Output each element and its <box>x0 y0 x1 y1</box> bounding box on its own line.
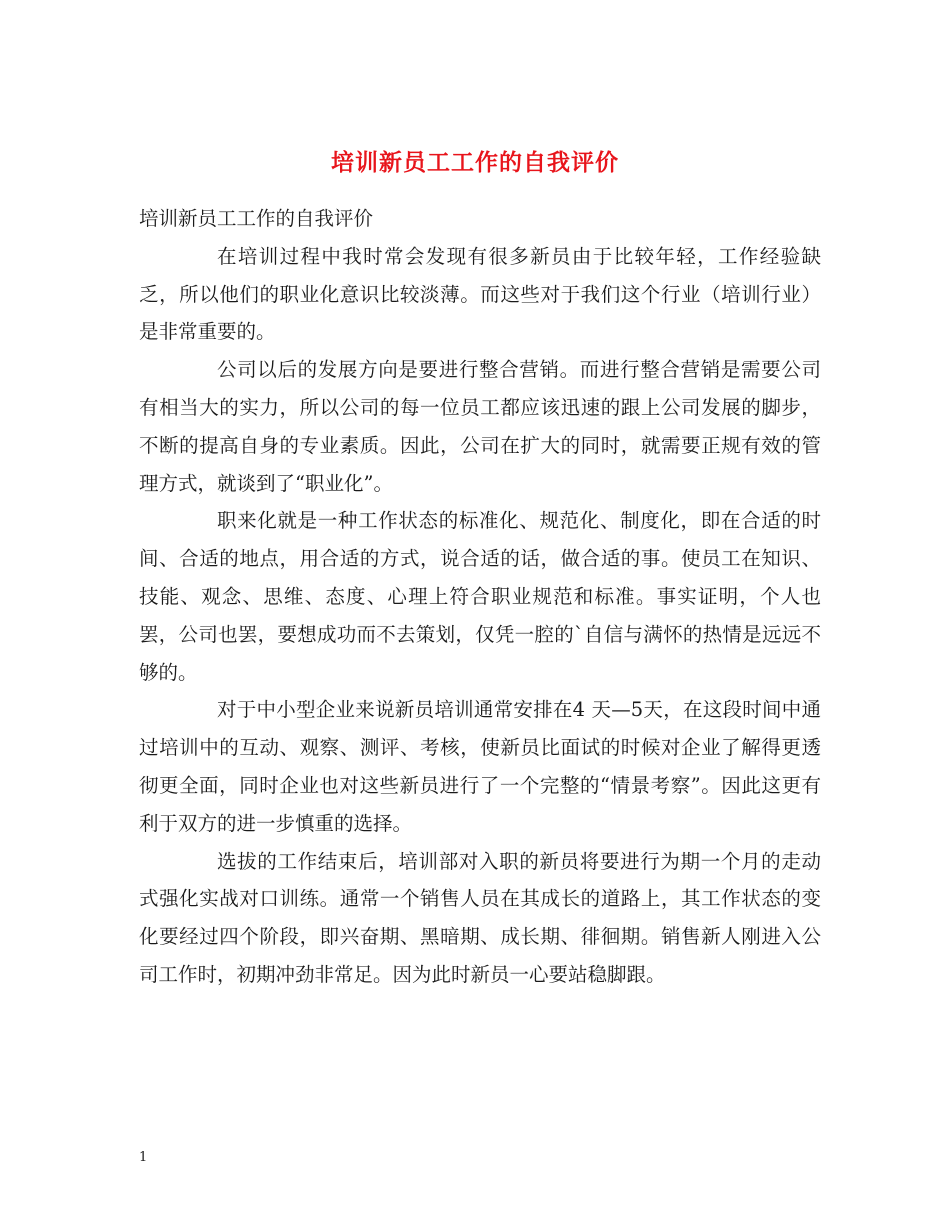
paragraph: 职来化就是一种工作状态的标准化、规范化、制度化，即在合适的时间、合适的地点，用合适的方式，说合适的话，做合适的事。使员工在知识、技能、观念、思维、态度、心理上符合职业规范和标准。事实证明，个人也罢，公司也罢，要想成功而不去策划，仅凭一腔的`自信与满怀的热情是远远不够的。 <box>139 509 821 684</box>
document-body <box>139 200 821 994</box>
paragraph: 在培训过程中我时常会发现有很多新员由于比较年轻，工作经验缺乏，所以他们的职业化意识比较淡薄。而这些对于我们这个行业（培训行业）是非常重要的。 <box>139 244 821 344</box>
paragraph: 对于中小型企业来说新员培训通常安排在4 天—5天，在这段时间中通过培训中的互动、观察、测评、考核，使新员比面试的时候对企业了解得更透彻更全面，同时企业也对这些新员进行了一个完整的“情景考察”。因此这更有利于双方的进一步慎重的选择。 <box>139 698 821 835</box>
document-title: 培训新员工工作的自我评价 <box>331 149 619 177</box>
document-subtitle: 培训新员工工作的自我评价 <box>139 207 374 230</box>
paragraph: 选拔的工作结束后，培训部对入职的新员将要进行为期一个月的走动式强化实战对口训练。通常一个销售人员在其成长的道路上，其工作状态的变化要经过四个阶段，即兴奋期、黑暗期、成长期、徘徊期。销售新人刚进入公司工作时，初期冲劲非常足。因为此时新员一心要站稳脚跟。 <box>139 849 821 986</box>
paragraph: 公司以后的发展方向是要进行整合营销。而进行整合营销是需要公司有相当大的实力，所以公司的每一位员工都应该迅速的跟上公司发展的脚步，不断的提高自身的专业素质。因此，公司在扩大的同时，就需要正规有效的管理方式，就谈到了“职业化”。 <box>139 358 821 495</box>
page-number: 1 <box>139 1150 148 1165</box>
